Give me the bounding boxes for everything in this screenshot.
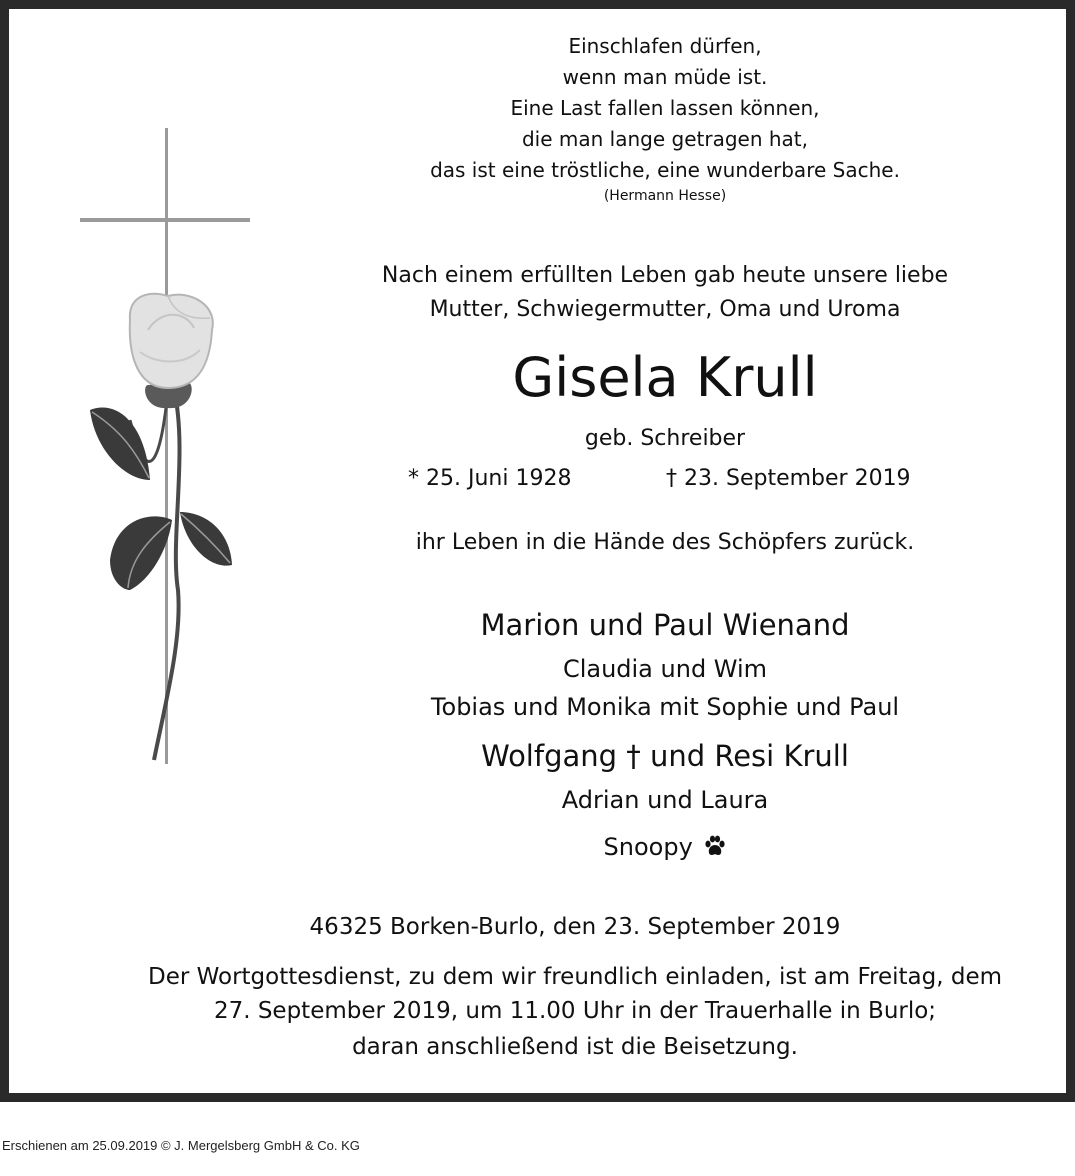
place-date: 46325 Borken-Burlo, den 23. September 2019 <box>309 914 841 940</box>
poem-line-4: die man lange getragen hat, <box>521 127 808 151</box>
family-group-1-line-2: Tobias und Monika mit Sophie und Paul <box>430 693 900 721</box>
publication-footer: Erschienen am 25.09.2019 © J. Mergelsberg GmbH & Co. KG <box>2 1138 360 1153</box>
pet-name: Snoopy <box>603 833 693 861</box>
service-line-2: 27. September 2019, um 11.00 Uhr in der Trauerhalle in Burlo; <box>213 998 937 1024</box>
poem-line-1: Einschlafen dürfen, <box>568 34 762 58</box>
service-line-1: Der Wortgottesdienst, zu dem wir freundlich einladen, ist am Freitag, dem <box>147 964 1002 990</box>
closing-line: ihr Leben in die Hände des Schöpfers zurück. <box>415 530 915 555</box>
service-line-3: daran anschließend ist die Beisetzung. <box>352 1034 798 1060</box>
poem-line-5: das ist eine tröstliche, eine wunderbare Sache. <box>430 158 900 182</box>
birth-name: geb. Schreiber <box>584 426 746 451</box>
family-group-2-line-1: Adrian und Laura <box>561 786 769 814</box>
intro-line-2: Mutter, Schwiegermutter, Oma und Uroma <box>429 297 901 322</box>
deceased-name: Gisela Krull <box>512 346 818 409</box>
paw-icon <box>704 835 726 857</box>
poem-line-2: wenn man müde ist. <box>562 65 768 89</box>
poem-line-3: Eine Last fallen lassen können, <box>510 96 820 120</box>
family-group-1-heading: Marion und Paul Wienand <box>480 608 850 642</box>
death-date: † 23. September 2019 <box>666 466 911 491</box>
family-group-1-line-1: Claudia und Wim <box>562 655 768 683</box>
birth-date: * 25. Juni 1928 <box>408 466 572 491</box>
poem-author: (Hermann Hesse) <box>603 188 727 204</box>
family-group-2-heading: Wolfgang † und Resi Krull <box>481 739 849 773</box>
pet-line <box>0 833 1075 861</box>
intro-line-1: Nach einem erfüllten Leben gab heute unsere liebe <box>381 263 949 288</box>
